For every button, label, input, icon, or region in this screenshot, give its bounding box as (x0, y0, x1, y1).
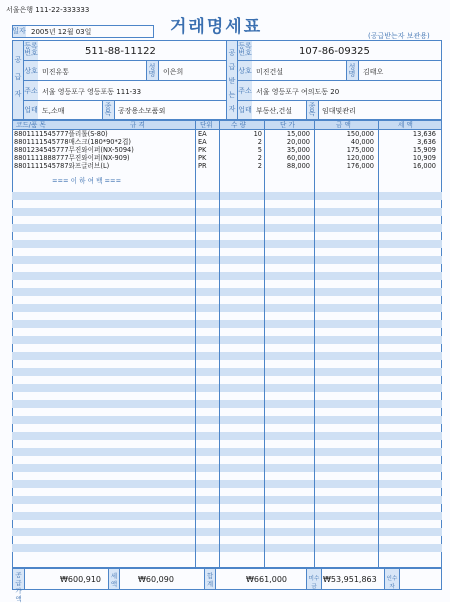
supply-amount-value: ₩600,910 (60, 575, 101, 584)
row-unit: EA (198, 138, 207, 146)
buyer-name-label: 성명 (348, 63, 356, 78)
row-tax: 15,909 (412, 146, 436, 154)
document-title: 거래명세표 (170, 17, 263, 37)
supplier-item: 공장용소모품외 (118, 107, 166, 115)
row-price: 15,000 (286, 130, 310, 138)
row-amount: 40,000 (350, 138, 374, 146)
row-amount: 175,000 (346, 146, 374, 154)
row-qty: 5 (257, 146, 262, 154)
col-header-tax: 세 액 (398, 121, 413, 129)
unpaid-label: 미수금 (308, 576, 320, 590)
supplier-business: 도,소매 (42, 107, 65, 115)
document-subtitle: (공급받는자 보관용) (368, 32, 430, 40)
receiver-signature-field[interactable] (400, 569, 441, 589)
tax-value: ₩60,090 (138, 575, 174, 584)
row-item: 8801111545787와프글러브(L) (14, 162, 110, 170)
row-price: 60,000 (286, 154, 310, 162)
date-label: 일자 (12, 27, 26, 35)
row-unit: PR (198, 162, 207, 170)
row-item: 8801111888777무진와이퍼(NX-909) (14, 154, 130, 162)
tax-label: 세액 (110, 572, 118, 588)
supplier-business-label: 업태 (24, 106, 38, 114)
row-item: 8801111545777플리톨(S-80) (14, 130, 108, 138)
row-amount: 176,000 (346, 162, 374, 170)
buyer-side-label: 공 급 받 는 자 (228, 49, 236, 113)
row-tax: 3,636 (417, 138, 436, 146)
receiver-label: 인수자 (386, 576, 398, 590)
supplier-company-label: 상호 (24, 67, 38, 75)
buyer-company-label: 상호 (238, 67, 252, 75)
buyer-item-label: 종목 (308, 102, 316, 117)
row-item: 8801234545777무진와이퍼(NX-5094) (14, 146, 134, 154)
row-price: 88,000 (286, 162, 310, 170)
buyer-reg-number: 107-86-09325 (299, 46, 370, 57)
buyer-business-label: 업태 (238, 106, 252, 114)
row-qty: 10 (253, 130, 262, 138)
row-amount: 120,000 (346, 154, 374, 162)
supplier-item-label: 종목 (104, 102, 112, 117)
row-price: 20,000 (286, 138, 310, 146)
col-header-unit: 단위 (200, 121, 213, 129)
row-unit: EA (198, 130, 207, 138)
buyer-name: 김태오 (363, 68, 384, 76)
supplier-company: 미진유통 (42, 68, 70, 76)
supplier-address: 서울 영등포구 영등포동 111-33 (42, 88, 142, 96)
row-tax: 16,000 (412, 162, 436, 170)
supply-amount-label: 공급가액 (15, 571, 22, 603)
col-header-spec: 규 격 (130, 121, 145, 129)
supplier-side-label: 공 급 자 (14, 56, 22, 98)
supplier-reg-number: 511-88-11122 (85, 46, 156, 57)
date-value: 2005년 12월 03일 (31, 28, 92, 36)
row-unit: PK (198, 146, 207, 154)
supplier-name-label: 성명 (148, 63, 156, 78)
bank-account: 서울은행 111-22-333333 (6, 6, 90, 14)
col-header-item: 코드/품 목 (16, 121, 46, 129)
row-qty: 2 (257, 154, 262, 162)
row-qty: 2 (257, 162, 262, 170)
col-header-price: 단 가 (280, 121, 295, 129)
buyer-company: 미진건설 (256, 68, 284, 76)
supplier-reg-label: 등록번호 (24, 42, 38, 57)
col-header-qty: 수 량 (231, 121, 246, 129)
buyer-item: 임대및관리 (322, 107, 356, 115)
row-tax: 10,909 (412, 154, 436, 162)
buyer-address-label: 주소 (238, 87, 252, 95)
row-qty: 2 (257, 138, 262, 146)
total-value: ₩661,000 (246, 575, 287, 584)
row-item: 8801111545778매스크(180*90*2겹) (14, 138, 131, 146)
buyer-business: 부동산,건설 (256, 107, 293, 115)
row-tax: 13,636 (412, 130, 436, 138)
row-unit: PK (198, 154, 207, 162)
row-amount: 150,000 (346, 130, 374, 138)
col-header-amount: 금 액 (336, 121, 351, 129)
total-label: 합계 (206, 572, 214, 588)
buyer-reg-label: 등록번호 (238, 42, 252, 57)
row-price: 35,000 (286, 146, 310, 154)
end-of-list-mark: === 이 하 여 백 === (52, 177, 122, 185)
buyer-address: 서울 영등포구 여의도동 20 (256, 88, 340, 96)
supplier-name: 이은희 (163, 68, 184, 76)
supplier-address-label: 주소 (24, 87, 38, 95)
unpaid-value: ₩53,951,863 (323, 575, 377, 584)
